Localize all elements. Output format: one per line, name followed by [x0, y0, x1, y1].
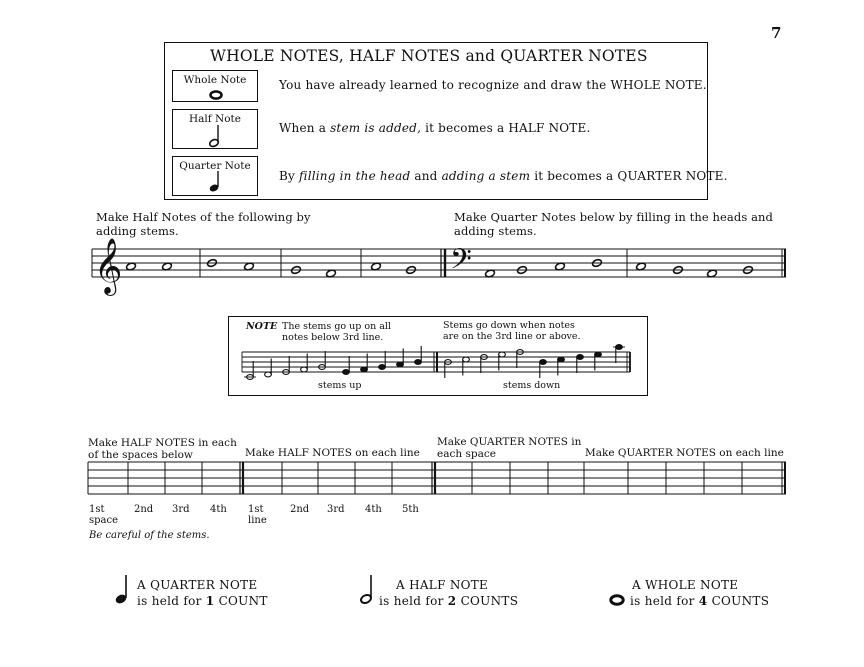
half-note-icon	[360, 575, 373, 605]
quarter-note-value	[137, 577, 268, 609]
half-notes-spaces-heading: Make HALF NOTES in each of the spaces below	[88, 437, 237, 461]
half-notes-lines-heading: Make HALF NOTES on each line	[245, 447, 420, 459]
label-3rd-space: 3rd	[172, 504, 190, 515]
bass-clef-icon: 𝄢	[450, 243, 472, 283]
quarter-note-count: is held for 1 COUNT	[137, 594, 268, 608]
whole-note-value	[630, 577, 769, 609]
intro-title: WHOLE NOTES, HALF NOTES and QUARTER NOTES	[210, 47, 648, 65]
stems-down-rule: Stems go down when notes are on the 3rd line or above.	[443, 320, 581, 342]
quarter-note-label: Quarter Note	[179, 160, 251, 172]
quarter-note-icon	[114, 575, 127, 605]
label-2nd-line: 2nd	[290, 504, 310, 515]
label-5th-line: 5th	[402, 504, 419, 515]
label-1st-space: 1st space	[89, 504, 119, 526]
stems-up-rule: The stems go up on all notes below 3rd line.	[282, 321, 391, 343]
intro-text-quarter: By filling in the head and adding a stem it becomes a QUARTER NOTE.	[279, 169, 728, 183]
treble-clef-icon: 𝄞	[94, 238, 123, 294]
whole-note-count: is held for 4 COUNTS	[630, 594, 770, 608]
quarter-note-title: A QUARTER NOTE	[137, 578, 258, 592]
intro-text-half: When a stem is added, it becomes a HALF NOTE.	[279, 121, 591, 135]
intro-text-whole: You have already learned to recognize and draw the WHOLE NOTE.	[279, 78, 707, 92]
page-number: 7	[771, 24, 782, 42]
note-label: NOTE	[246, 321, 278, 332]
label-4th-line: 4th	[365, 504, 382, 515]
half-note-title: A HALF NOTE	[396, 578, 489, 592]
half-note-label: Half Note	[189, 113, 241, 125]
stems-up-caption: stems up	[318, 380, 362, 391]
half-notes-instruction: Make Half Notes of the following by adding stems.	[96, 210, 311, 238]
label-1st-line: 1st line	[248, 504, 267, 526]
whole-note-icon	[611, 596, 623, 604]
whole-note-label: Whole Note	[183, 74, 247, 86]
quarter-notes-instruction: Make Quarter Notes below by filling in the heads and adding stems.	[454, 210, 774, 238]
quarter-notes-lines-heading: Make QUARTER NOTES on each line	[585, 447, 784, 459]
label-4th-space: 4th	[210, 504, 227, 515]
half-note-count: is held for 2 COUNTS	[379, 594, 519, 608]
caution-text: Be careful of the stems.	[89, 530, 210, 541]
label-2nd-space: 2nd	[134, 504, 154, 515]
quarter-notes-spaces-heading: Make QUARTER NOTES in each space	[437, 436, 582, 460]
stems-down-caption: stems down	[503, 380, 561, 391]
half-note-value	[379, 577, 518, 609]
whole-note-title: A WHOLE NOTE	[632, 578, 739, 592]
label-3rd-line: 3rd	[327, 504, 345, 515]
